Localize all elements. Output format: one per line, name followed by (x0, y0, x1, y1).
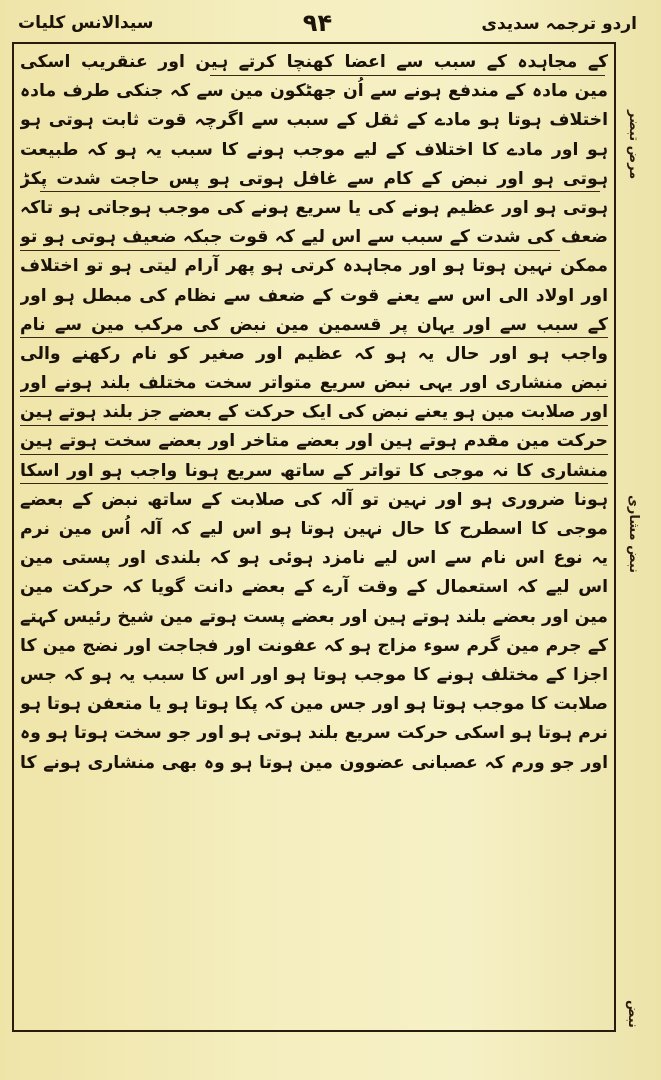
text-line: نرم ہوتا ہو اسکی حرکت سریع بلند ہوتی ہو اور جو سخت ہوتا ہو وہ (20, 723, 608, 744)
text-line: ضعف کی شدت کے سبب سے اس لیے کہ قوت جبکہ ضعیف ہوتی ہو تو (20, 227, 608, 248)
text-line: ہونا ضروری ہو اور نہین تو آلہ کی صلابت کے ساتھ نبض کے بعضے (20, 489, 608, 510)
text-line: ہوتی ہو اور نبض کے کام سے غافل ہوتی ہو پس حاجت شدت پکڑ (20, 168, 608, 189)
text-line: مین اور بعضے بلند ہوتے ہین اور بعضے پست ہوتے مین شیخ رئیس کہتے (20, 606, 608, 627)
text-line: کے جرم مین گرم سوء مزاج ہو کہ عفونت اور فجاجت اور نضج مین کا (20, 635, 608, 656)
text-line: اور جو ورم کہ عصبانی عضوون مین ہوتا ہو وہ بھی منشاری ہونے کا (20, 752, 608, 773)
margin-note-bottom: نبض (625, 1000, 640, 1028)
text-line: یہ نوع اس نام سے اس لیے نامزد ہوئی ہو کہ بلندی اور پستی مین (20, 548, 608, 569)
text-line: اور اولاد الی اس سے یعنے قوت کے ضعف سے نظام کی مبطل ہو اور (20, 285, 608, 306)
text-line: ہو اور مادے کا اختلاف کے لیے موجب ہونے کا سبب یہ ہو کہ طبیعت (20, 139, 608, 160)
header-right-title: اردو ترجمہ سدیدی (481, 13, 637, 34)
text-line: مین مادہ کے مندفع ہونے سے اُن جھٹکون مین سے کہ جنکی طرف مادہ (20, 81, 608, 102)
page-number: ۹۴ (302, 9, 333, 37)
body-text (20, 48, 608, 1028)
margin-note-middle: نبض مشاری (626, 495, 641, 574)
text-line: منشاری کا نہ موجی کا تواتر کے ساتھ سریع ہونا واجب ہو اور اسکا (20, 460, 608, 481)
text-line: نبض منشاری اور یہی نبض سریع متواتر سخت مختلف بلند ہونے اور (20, 373, 608, 394)
text-line: واجب ہو اور حال یہ ہو کہ عظیم اور صغیر کو نام رکھنے والی (20, 343, 608, 364)
text-line: اس لیے کہ استعمال کے وقت آرے کے بعضے دانت گویا کہ حرکت مین (20, 577, 608, 598)
text-line: صلابت کا موجب ہوتا ہو اور جس مین کہ پکا ہوتا ہو یا متعفن ہوتا ہو (20, 694, 608, 715)
margin-note-upper: مرض تبضر (626, 110, 641, 180)
header-left-title: سیدالانس کلیات (18, 13, 154, 33)
text-line: اختلاف ہوتا ہو مادے کے ثقل کے سبب سے اگرچہ قوت ثابت ہوتی ہو (20, 110, 608, 131)
text-line: موجی کا اسطرح کا حال نہین ہوتا ہو اس لیے کہ آلہ اُس مین نرم (20, 519, 608, 539)
text-line: اجزا کے مختلف ہونے کا موجب ہوتا ہو اور اس کا سبب یہ ہو کہ جس (20, 664, 608, 685)
text-line: ممکن نہین ہوتا ہو اور مجاہدہ کرتی ہو پھر آرام لیتی ہو تو اختلاف (20, 256, 608, 277)
page-header (18, 6, 637, 40)
text-line: کے سبب سے اور یہان پر قسمین مین نبض کی مرکب مین سے نام (20, 314, 608, 335)
text-line: کے مجاہدہ کے سبب سے اعضا کھنچا کرتے ہین اور عنقریب اسکی (20, 52, 608, 72)
text-line: ہوتی ہو اور عظیم ہونے کی یا سریع ہونے کی موجب ہوجاتی ہو تاکہ (20, 197, 608, 218)
text-line: اور صلابت مین ہو یعنے نبض کی ایک حرکت کے بعضے جز بلند ہوتے ہین (20, 402, 608, 423)
text-line: حرکت مین مقدم ہوتے ہین اور بعضے متاخر اور بعضے سخت ہوتے ہین (20, 431, 608, 452)
